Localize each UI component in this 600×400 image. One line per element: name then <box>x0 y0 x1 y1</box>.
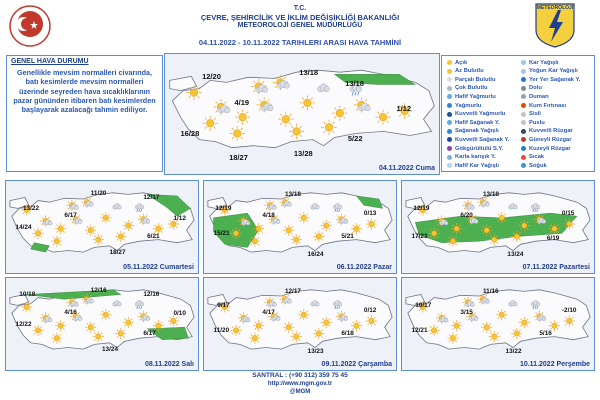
summary-text: Genellikle mevsim normalleri civarında, batı kesimlerde mevsim normalleri üzerinde seyreden hava sıcaklıklarının pazar gününden itibaren batı kesimlerden başlayarak azalacağı tahmin ediliyor. <box>13 68 156 115</box>
sun-icon <box>231 228 242 239</box>
sun-icon <box>283 225 294 236</box>
temperature-label: 4/19 <box>234 97 250 107</box>
heavy-shower-icon <box>446 136 453 143</box>
sun-icon <box>447 333 458 344</box>
legend-label: Kuvvetli Sağanak Y. <box>455 136 510 143</box>
snow-icon <box>520 59 527 66</box>
sun-icon <box>519 220 530 231</box>
sun-icon <box>451 223 462 234</box>
temperature-label: 14/24 <box>15 224 32 231</box>
sun-icon <box>283 322 294 333</box>
legend-label: Az Bulutlu <box>455 68 484 75</box>
sun-icon <box>313 231 324 242</box>
south-wind-icon <box>520 136 527 143</box>
temperature-label: 13/24 <box>102 345 118 353</box>
temperature-label: 13/22 <box>23 205 40 213</box>
sun-icon <box>85 225 96 236</box>
header-ministry: ÇEVRE, ŞEHİRCİLİK VE İKLİM DEĞİŞİKLİĞİ BAKANLIĞI <box>200 13 400 22</box>
map-day-label: 04.11.2022 Cuma <box>378 165 435 172</box>
summary-title: GENEL HAVA DURUMU <box>11 58 89 65</box>
cloudy-icon <box>446 85 453 92</box>
header-tc: T.C. <box>293 5 307 12</box>
sun-icon <box>291 331 302 342</box>
temperature-label: 10/17 <box>415 302 432 310</box>
sun-icon <box>123 317 134 328</box>
header-directorate: METEOROLOJİ GENEL MÜDÜRLÜĞÜ <box>237 22 363 29</box>
legend-label: Kuzeyli Rüzgar <box>529 145 571 152</box>
sun-icon <box>451 320 462 331</box>
temperature-label: 12/19 <box>215 205 232 213</box>
temperature-label: 13/18 <box>284 191 301 199</box>
map-day-6 <box>203 277 397 371</box>
map-day-label: 06.11.2022 Pazar <box>336 264 392 271</box>
legend-label: Sıcak <box>529 154 545 161</box>
sun-icon <box>33 228 44 239</box>
sun-icon <box>429 228 440 239</box>
temperature-label: 6/21 <box>147 233 160 241</box>
sun-icon <box>168 315 179 326</box>
strong-wind-icon <box>520 128 527 135</box>
sun-icon <box>489 331 500 342</box>
sun-icon <box>300 95 315 110</box>
sun-icon <box>447 236 458 247</box>
footer-org: @MGM <box>289 389 311 395</box>
temperature-label: 6/17 <box>143 330 156 338</box>
temperature-label: 10/18 <box>19 291 36 299</box>
legend-label: Kuvvetli Rüzgar <box>529 128 573 135</box>
temperature-label: 13/24 <box>507 250 524 258</box>
sun-icon <box>235 109 250 124</box>
header <box>0 0 600 52</box>
sun-icon <box>313 328 324 339</box>
temperature-label: 4/16 <box>64 308 77 316</box>
temperature-label: 0/13 <box>363 209 377 217</box>
summary-panel <box>6 55 163 172</box>
temperature-label: 0/15 <box>561 209 575 217</box>
light-shower-icon <box>446 119 453 126</box>
sun-icon <box>249 333 260 344</box>
heavy-snow-icon <box>520 68 527 75</box>
legend-label: Dolu <box>529 85 542 92</box>
sun-icon <box>21 301 32 312</box>
temperature-label: 12/19 <box>413 205 430 213</box>
temperature-label: 5/22 <box>347 134 363 144</box>
temperature-label: 11/20 <box>90 189 107 197</box>
legend-label: Güneyli Rüzgar <box>529 136 572 143</box>
sun-icon <box>446 59 453 66</box>
temperature-label: 15/21 <box>213 230 230 238</box>
sun-icon <box>321 220 332 231</box>
temperature-label: 6/17 <box>64 211 77 219</box>
temperature-label: 5/21 <box>341 233 354 241</box>
sun-icon <box>51 236 62 247</box>
temperature-label: 12/17 <box>143 194 160 202</box>
temperature-label: 18/27 <box>229 152 248 162</box>
sun-icon <box>278 112 293 127</box>
legend-label: Kum Fırtınası <box>529 102 567 109</box>
temperature-label: 6/18 <box>341 330 354 338</box>
temperature-label: 16/24 <box>307 250 324 258</box>
sun-icon <box>85 322 96 333</box>
temperature-label: 12/20 <box>202 72 221 82</box>
temperature-label: 13/18 <box>482 191 499 199</box>
temperature-label: 3/15 <box>460 308 473 316</box>
legend-label: Hafif Kar Yağışlı <box>455 162 500 169</box>
sun-icon <box>564 218 575 229</box>
temperature-label: 6/19 <box>546 234 560 242</box>
sun-icon <box>321 317 332 328</box>
sun-icon <box>51 333 62 344</box>
sun-icon <box>564 315 575 326</box>
legend-label: Yer Yer Sağanak Y. <box>529 76 581 83</box>
temperature-label: 1/12 <box>173 214 186 222</box>
legend-label: Kar Yağışlı <box>529 59 559 66</box>
sun-icon <box>231 325 242 336</box>
temperature-label: 12/17 <box>284 288 301 296</box>
sun-icon <box>519 317 530 328</box>
sun-icon <box>249 236 260 247</box>
haze-icon <box>520 119 527 126</box>
footer-phone: SANTRAL : (+90 312) 359 75 45 <box>252 372 348 379</box>
temperature-label: 5/16 <box>539 330 552 338</box>
sun-icon <box>489 234 500 245</box>
sun-icon <box>100 212 111 223</box>
legend-label: Puslu <box>529 119 545 126</box>
map-day-label: 05.11.2022 Cumartesi <box>123 264 194 271</box>
legend-label: Hafif Sağanak Y. <box>455 119 500 126</box>
sun-icon <box>291 234 302 245</box>
sun-icon <box>123 220 134 231</box>
sun-icon <box>481 225 492 236</box>
legend-label: Sisli <box>529 111 541 118</box>
temperature-label: 13/28 <box>293 148 313 158</box>
sun-icon <box>332 105 347 120</box>
scattered-showers-icon <box>520 76 527 83</box>
sun-icon <box>366 218 377 229</box>
temperature-label: 11/16 <box>482 288 499 296</box>
sun-icon <box>496 309 507 320</box>
map-day-label: 09.11.2022 Çarşamba <box>321 361 392 368</box>
temperature-label: 13/18 <box>345 79 364 89</box>
map-day-7 <box>401 277 595 371</box>
legend-panel <box>441 55 595 172</box>
thunderstorm-icon <box>446 145 453 152</box>
legend-label: Çok Bulutlu <box>455 85 488 92</box>
sun-icon <box>298 309 309 320</box>
legend-label: Kuvvetli Yağmurlu <box>455 111 506 118</box>
sleet-icon <box>446 154 453 161</box>
sun-icon <box>230 126 245 141</box>
heavy-rain-icon <box>446 111 453 118</box>
temperature-label: 4/17 <box>262 308 275 316</box>
temperature-label: 1/12 <box>396 103 412 113</box>
sun-icon <box>115 328 126 339</box>
map-day-label: 07.11.2022 Pazartesi <box>522 264 590 271</box>
temperature-label: 11/20 <box>213 327 230 335</box>
temperature-label: 6/20 <box>460 211 473 219</box>
sun-icon <box>496 212 507 223</box>
partly-cloudy-icon <box>446 76 453 83</box>
fog-icon <box>520 111 527 118</box>
hot-icon <box>520 154 527 161</box>
map-day-1 <box>164 53 440 175</box>
temperature-label: 13/18 <box>299 68 319 78</box>
temperature-label: 12/16 <box>90 286 107 294</box>
map-day-label: 08.11.2022 Salı <box>144 361 194 368</box>
sun-icon <box>321 120 336 135</box>
cold-icon <box>520 162 527 169</box>
legend-label: Yağmurlu <box>455 102 482 109</box>
legend-label: Açık <box>455 59 468 66</box>
hail-icon <box>520 85 527 92</box>
map-day-5 <box>5 277 199 371</box>
smoke-icon <box>520 93 527 100</box>
north-wind-icon <box>520 145 527 152</box>
legend-label: Karla karışık Y. <box>455 154 496 161</box>
map-day-2 <box>5 180 199 274</box>
sun-icon <box>93 234 104 245</box>
temperature-label: 17/23 <box>411 233 428 241</box>
sun-icon <box>115 231 126 242</box>
sun-icon <box>93 331 104 342</box>
legend-label: Parçalı Bulutlu <box>455 76 496 83</box>
footer-web-link[interactable]: http://www.mgm.gov.tr <box>267 381 333 387</box>
temperature-label: 13/23 <box>307 347 324 355</box>
sun-icon <box>429 325 440 336</box>
legend-label: Soğuk <box>529 162 547 169</box>
sun-icon <box>55 320 66 331</box>
map-day-3 <box>203 180 397 274</box>
sun-icon <box>100 309 111 320</box>
sun-icon <box>55 223 66 234</box>
light-snow-icon <box>446 162 453 169</box>
meteoroloji-logo-icon <box>534 2 576 48</box>
temperature-label: 0/10 <box>173 310 186 318</box>
sun-icon <box>375 109 390 124</box>
logo-right-text: METEOROLOJİ <box>536 5 574 11</box>
sandstorm-icon <box>520 102 527 109</box>
temperature-label: 0/12 <box>363 306 377 314</box>
rain-icon <box>446 102 453 109</box>
temperature-label: 9/17 <box>217 302 230 310</box>
sun-icon <box>366 315 377 326</box>
temperature-label: 4/18 <box>262 211 275 219</box>
map-day-label: 10.11.2022 Perşembe <box>519 361 590 368</box>
temperature-label: 18/27 <box>109 248 126 256</box>
map-day-4 <box>401 180 595 274</box>
temperature-label: 12/22 <box>15 321 32 328</box>
shower-icon <box>446 128 453 135</box>
temperature-label: 13/22 <box>505 347 522 355</box>
sun-icon <box>186 85 201 100</box>
sun-icon <box>203 116 218 131</box>
legend-label: Gökgürültülü S.Y. <box>455 145 504 152</box>
temperature-label: 12/16 <box>143 291 160 299</box>
sun-icon <box>298 212 309 223</box>
header-date-range: 04.11.2022 - 10.11.2022 TARIHLERI ARASI HAVA TAHMİNİ <box>198 38 402 47</box>
legend-label: Sağanak Yağışlı <box>455 128 499 135</box>
legend-label: Hafif Yağmurlu <box>455 93 496 100</box>
sun-icon <box>511 231 522 242</box>
sun-icon <box>481 322 492 333</box>
sun-icon <box>253 320 264 331</box>
legend-label: Duman <box>529 93 549 100</box>
legend-label: Yoğun Kar Yağışlı <box>529 68 578 75</box>
light-rain-icon <box>446 93 453 100</box>
temperature-label: 12/21 <box>411 327 428 335</box>
few-clouds-icon <box>446 68 453 75</box>
sun-icon <box>511 328 522 339</box>
sun-icon <box>33 325 44 336</box>
temperature-label: 16/28 <box>180 129 200 139</box>
sun-icon <box>253 223 264 234</box>
temperature-label: -2/10 <box>561 306 577 314</box>
sun-icon <box>549 223 560 234</box>
sun-icon <box>289 124 304 139</box>
